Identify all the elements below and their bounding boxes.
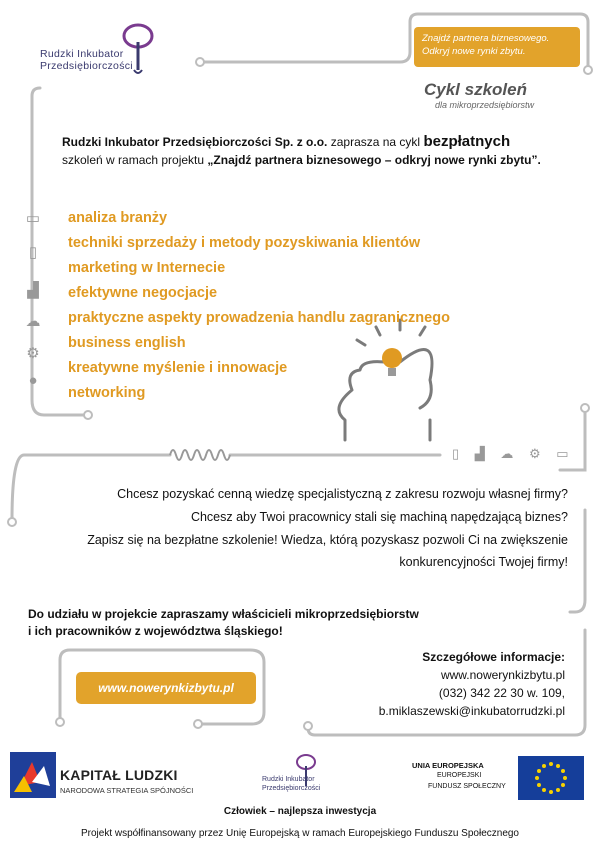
intro-project: „Znajdź partnera biznesowego – odkryj nowe rynki zbytu”. <box>207 153 541 167</box>
invitation-line1: Do udziału w projekcie zapraszamy właścicieli mikroprzedsiębiorstw <box>28 607 419 621</box>
topic-item: analiza branży <box>68 210 168 226</box>
intro-line2: szkoleń w ramach projektu <box>62 153 208 167</box>
ue-line2: EUROPEJSKI <box>437 772 482 779</box>
topic-item: praktyczne aspekty prowadzenia handlu zagranicznego <box>68 310 450 326</box>
logo-name-line1: Rudzki Inkubator <box>40 48 124 60</box>
topic-item: techniki sprzedaży i metody pozyskiwania klientów <box>68 235 421 251</box>
topics-list <box>68 206 450 406</box>
question-line: konkurencyjności Twojej firmy! <box>399 555 568 569</box>
question-line: Chcesz aby Twoi pracownicy stali się machiną napędzającą biznes? <box>190 510 568 524</box>
kapital-ludzki-logo-icon <box>10 752 56 798</box>
cycle-title: Cykl szkoleń <box>424 80 527 99</box>
cofinance-note: Projekt współfinansowany przez Unię Europejską w ramach Europejskiego Funduszu Społecznego <box>80 828 519 839</box>
slogan-badge <box>414 27 580 67</box>
topic-item: business english <box>68 335 186 351</box>
question-line: Chcesz pozyskać cenną wiedzę specjalistyczną z zakresu rozwoju własnej firmy? <box>117 487 568 501</box>
intro-org: Rudzki Inkubator Przedsiębiorczości Sp. z o.o. <box>62 135 328 149</box>
device-icons-row: ▯ ▟ ☁ ⚙ ▭ <box>452 446 575 461</box>
topic-item: kreatywne myślenie i innowacje <box>68 360 288 376</box>
tablet-icon: ▯ <box>28 244 38 261</box>
question-line: Zapisz się na bezpłatne szkolenie! Wiedza, którą pozyskasz pozwoli Ci na zwiększenie <box>87 533 568 547</box>
kl-subtitle: NARODOWA STRATEGIA SPÓJNOŚCI <box>60 786 194 795</box>
footer-logo-line1: Rudzki Inkubator <box>262 776 315 783</box>
invitation-line2: i ich pracowników z województwa śląskiego! <box>28 624 283 638</box>
footer-logo-line2: Przedsiębiorczości <box>262 785 321 792</box>
ue-line1: UNIA EUROPEJSKA <box>412 761 484 770</box>
invitation-text <box>28 606 419 640</box>
gears-icon: ⚙ <box>26 345 40 362</box>
slogan-line2: Odkryj nowe rynki zbytu. <box>422 46 526 57</box>
topic-item: marketing w Internecie <box>68 260 226 276</box>
cycle-subtitle: dla mikroprzedsiębiorstw <box>435 100 535 110</box>
topic-item: efektywne negocjacje <box>68 285 218 301</box>
logo-name-line2: Przedsiębiorczości <box>40 60 133 72</box>
topic-item: networking <box>68 385 146 401</box>
url-badge[interactable]: www.nowerynkizbytu.pl <box>76 672 256 704</box>
intro-text <box>62 133 582 169</box>
contact-website[interactable]: www.nowerynkizbytu.pl <box>440 668 565 682</box>
eu-flag-icon <box>518 756 584 800</box>
contact-info <box>379 648 565 720</box>
contact-phone: (032) 342 22 30 w. 109, <box>438 686 565 700</box>
chart-icon: ▟ <box>27 282 39 299</box>
cloud-icon: ☁ <box>25 313 41 330</box>
monitor-icon: ▭ <box>25 210 41 227</box>
intro-free: bezpłatnych <box>423 133 511 150</box>
contact-heading: Szczegółowe informacje: <box>422 650 565 664</box>
globe-icon: ● <box>28 372 38 389</box>
kl-name: KAPITAŁ LUDZKI <box>60 767 178 783</box>
contact-email[interactable]: b.miklaszewski@inkubatorrudzki.pl <box>378 704 565 718</box>
slogan-line1: Znajdź partnera biznesowego. <box>422 33 550 44</box>
ue-line3: FUNDUSZ SPOŁECZNY <box>428 783 506 790</box>
motto: Człowiek – najlepsza inwestycja <box>223 806 377 817</box>
intro-invites: zaprasza na cykl <box>327 135 424 149</box>
